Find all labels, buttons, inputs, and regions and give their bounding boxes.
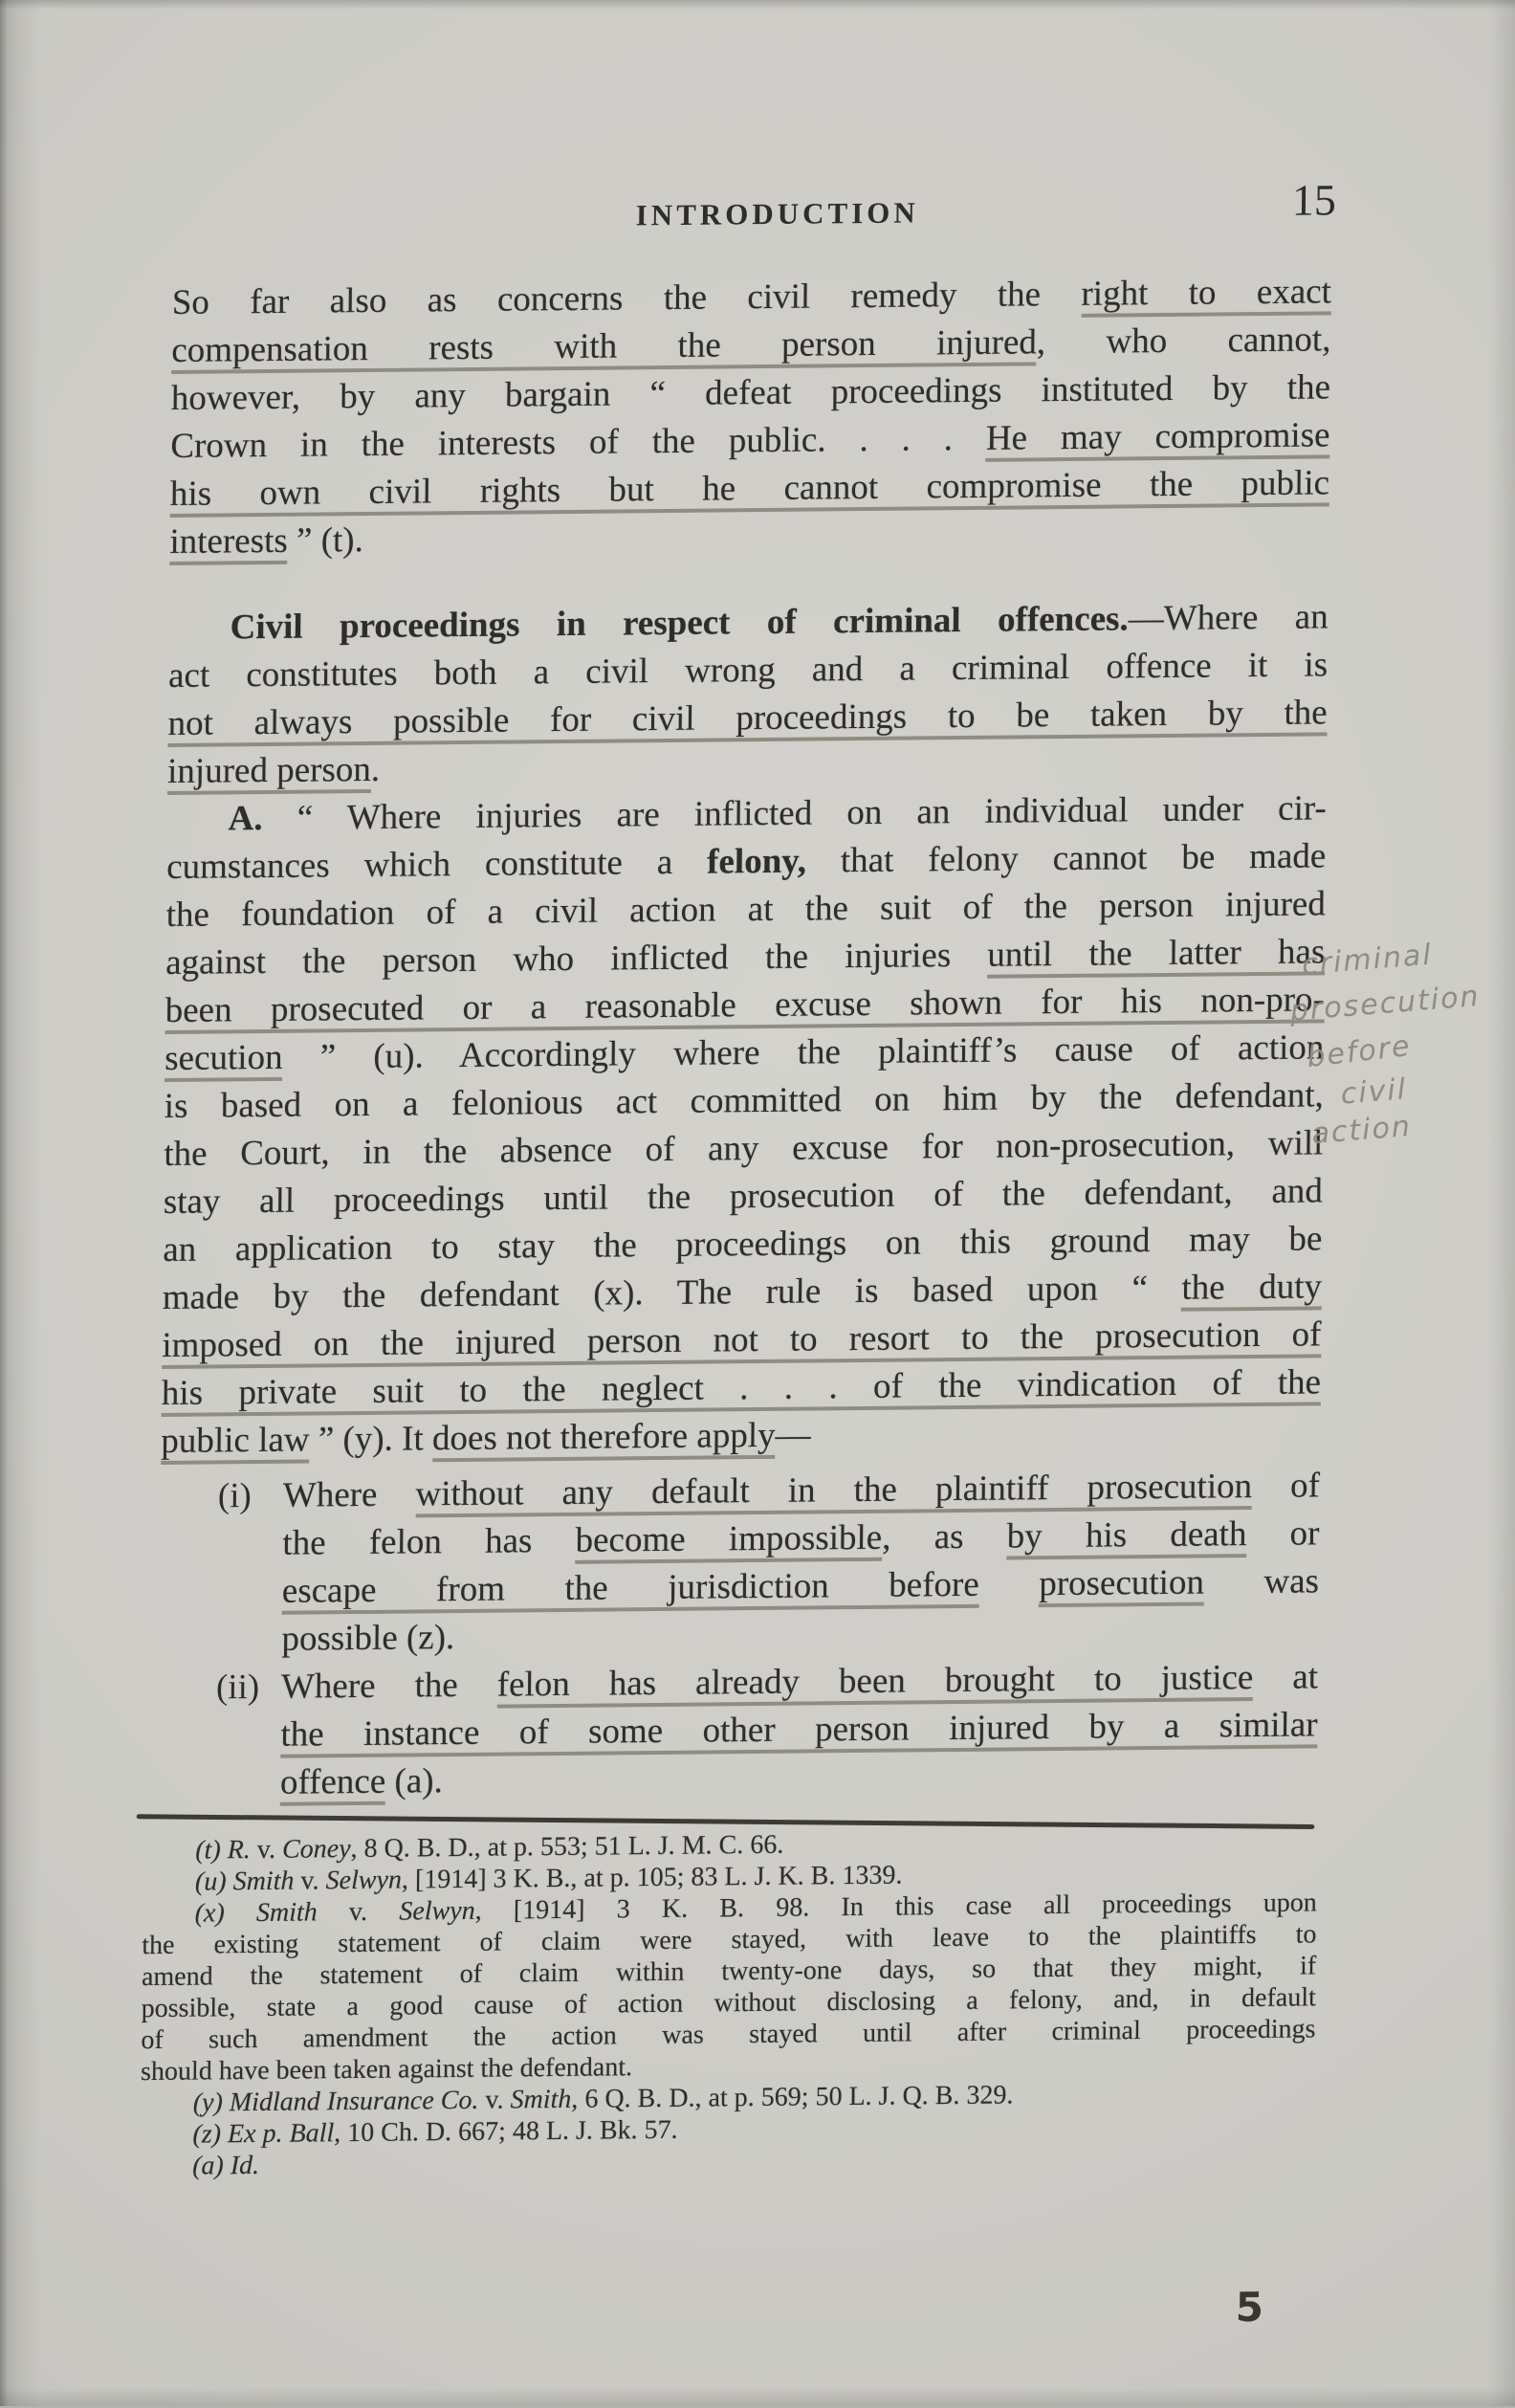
list-marker: (ii) — [215, 1667, 260, 1708]
text-segment: , 6 Q. B. D., at p. 569; 50 L. J. Q. B. 329. — [571, 2080, 1014, 2114]
text-line — [282, 1557, 1320, 1615]
margin-note-line: prosecution — [1288, 979, 1482, 1028]
running-header: INTRODUCTION — [635, 195, 919, 232]
text-segment: ” (u). Accordingly where the plaintiff’s cause of action — [282, 1027, 1325, 1077]
text-segment: felony, — [706, 841, 807, 882]
list-marker: (i) — [217, 1476, 252, 1516]
pencil-underlined-phrase: become impossible — [575, 1518, 882, 1564]
paragraph-civil-proceedings-heading — [167, 593, 1328, 796]
text-segment: (x) — [194, 1897, 257, 1929]
margin-note-line: before — [1305, 1028, 1413, 1075]
text-segment: Smith — [510, 2084, 572, 2115]
text-segment: , [1914] 3 K. B. 98. In this case all proceedings upon — [474, 1888, 1317, 1926]
text-segment: , 8 Q. B. D., at p. 553; 51 L. J. M. C. 66. — [350, 1829, 784, 1865]
text-segment: Where — [282, 1474, 416, 1515]
pencil-underlined-phrase: not always possible for civil proceedings to be taken by the — [167, 693, 1328, 747]
text-segment: Selwyn — [325, 1865, 403, 1896]
text-segment: v. — [478, 2085, 511, 2115]
pencil-underlined-phrase: his own civil rights but he cannot compromise the public — [170, 463, 1330, 518]
text-segment: act constitutes both a civil wrong and a criminal offence it is — [167, 645, 1328, 696]
pencil-underlined-phrase: his private suit to the neglect . . . of the vindication of the — [162, 1362, 1322, 1417]
text-segment: is based on a felonious act committed on him by the defendant, — [164, 1075, 1325, 1126]
text-segment: Coney — [281, 1834, 351, 1865]
pencil-underlined-phrase: felon has already been brought to justice — [497, 1658, 1254, 1709]
text-segment — [979, 1564, 1040, 1604]
page-number-bottom: 5 — [1235, 2283, 1264, 2331]
text-segment: against the person who inflicted the injuries — [165, 935, 988, 983]
pencil-underlined-phrase: prosecution — [1039, 1563, 1204, 1608]
text-line — [280, 1701, 1318, 1758]
pencil-underlined-phrase: right to exact — [1081, 272, 1331, 318]
pencil-underlined-phrase: by his death — [1006, 1514, 1246, 1559]
page-number-top: 15 — [1291, 175, 1337, 225]
text-segment: . — [370, 749, 381, 789]
text-segment: Crown in the interests of the public. . . . — [170, 418, 987, 466]
margin-note-line: action — [1310, 1109, 1413, 1152]
text-segment: Selwyn — [399, 1895, 475, 1927]
text-segment: possible (z). — [281, 1618, 455, 1659]
margin-note-line: civil — [1339, 1072, 1409, 1112]
text-segment: , who cannot, — [1036, 320, 1331, 363]
pencil-underlined-phrase: does not therefore apply — [432, 1416, 776, 1462]
text-segment: that felony cannot be made — [805, 836, 1327, 881]
text-segment: v. — [294, 1866, 326, 1896]
text-line — [169, 507, 1329, 566]
pencil-underlined-phrase: compensation rests with the person injured — [171, 322, 1037, 374]
text-segment: (t) — [195, 1835, 228, 1866]
pencil-underlined-phrase: without any default in the plaintiff prosecution — [415, 1467, 1252, 1517]
text-segment: Smith — [232, 1866, 295, 1897]
text-segment: (z) — [192, 2119, 229, 2150]
pencil-underlined-phrase: offence — [280, 1762, 386, 1806]
pencil-underlined-phrase: until the latter has — [987, 932, 1325, 978]
text-line — [161, 1406, 1321, 1466]
text-segment: , as — [882, 1516, 1007, 1557]
text-segment: of — [1251, 1466, 1321, 1507]
pencil-underlined-phrase: the instance of some other person injured by a similar — [280, 1705, 1318, 1757]
margin-note-line: criminal — [1301, 938, 1434, 983]
text-segment: amend the statement of claim within twenty-one days, so that they might, if — [141, 1951, 1317, 1993]
text-segment: was — [1203, 1561, 1320, 1602]
text-segment: of such amendment the action was stayed until after criminal proceedings — [141, 2014, 1316, 2056]
body-text — [158, 268, 1331, 1808]
text-segment: however, by any bargain “ defeat proceedings instituted by the — [170, 367, 1331, 418]
pencil-underlined-phrase: interests — [169, 521, 288, 565]
text-segment: So far also as concerns the civil remedy the — [171, 274, 1082, 322]
pencil-underlined-phrase: the duty — [1181, 1267, 1322, 1311]
text-segment: (y) — [192, 2088, 231, 2118]
text-segment: v. — [250, 1834, 283, 1866]
text-segment: the foundation of a civil action at the suit of the person injured — [165, 884, 1327, 935]
text-segment: the existing statement of claim were stayed, with leave to the plaintiffs to — [142, 1919, 1317, 1961]
text-segment: Midland Insurance Co. — [229, 2085, 479, 2118]
text-segment: or — [1246, 1513, 1320, 1555]
text-segment: Id. — [230, 2150, 260, 2181]
text-segment: Civil proceedings in respect of criminal offences. — [230, 599, 1129, 648]
text-segment: A. — [228, 799, 263, 839]
pencil-underlined-phrase: He may compromise — [986, 415, 1330, 461]
text-segment: ” (y). It — [309, 1419, 433, 1460]
text-segment: (u) — [194, 1867, 233, 1897]
text-segment: (a) — [191, 2151, 231, 2181]
list-item-ii — [158, 1653, 1319, 1808]
pencil-underlined-phrase: escape from the jurisdiction before — [282, 1565, 979, 1615]
text-segment: —Where an — [1128, 597, 1328, 639]
text-segment: R. — [227, 1835, 252, 1866]
text-segment: ” (t). — [287, 520, 364, 561]
text-segment: cumstances which constitute a — [165, 842, 708, 887]
text-segment: “ Where injuries are inflicted on an individual under cir- — [262, 788, 1327, 839]
pencil-underlined-phrase: public law — [161, 1421, 310, 1465]
text-segment: stay all proceedings until the prosecution of the defendant, and — [163, 1171, 1324, 1222]
paragraph-civil-remedy — [169, 268, 1331, 566]
text-segment: Smith — [255, 1897, 318, 1928]
pencil-underlined-phrase: been prosecuted or a reasonable excuse shown for his non-pro- — [165, 980, 1326, 1034]
pencil-underlined-phrase: secution — [165, 1038, 283, 1082]
list-item-i — [159, 1462, 1320, 1665]
text-segment: should have been taken against the defendant. — [140, 2052, 633, 2088]
pencil-underlined-phrase: injured person — [167, 750, 371, 795]
footnotes — [140, 1823, 1318, 2182]
text-segment: , 10 Ch. D. 667; 48 L. J. Bk. 57. — [334, 2114, 678, 2149]
text-line — [280, 1749, 1318, 1806]
text-segment: — — [775, 1415, 811, 1455]
text-segment: Ex p. Ball — [227, 2118, 335, 2150]
text-segment: at — [1253, 1657, 1319, 1698]
text-segment: v. — [317, 1896, 400, 1928]
paragraph-a-felony-rule — [161, 784, 1327, 1466]
text-segment: possible, state a good cause of action without disclosing a felony, and, in default — [141, 1982, 1316, 2024]
pencil-underlined-phrase: imposed on the injured person not to resort to the prosecution of — [162, 1314, 1322, 1369]
text-segment: Where the — [280, 1665, 497, 1707]
text-segment: the Court, in the absence of any excuse for non-prosecution, will — [164, 1123, 1324, 1174]
text-segment: , [1914] 3 K. B., at p. 105; 83 L. J. K. B. 1339. — [401, 1860, 903, 1895]
text-segment: made by the defendant (x). The rule is based upon “ — [162, 1268, 1182, 1317]
text-segment: (a). — [385, 1761, 444, 1801]
text-segment: an application to stay the proceedings on this ground may be — [163, 1219, 1323, 1270]
text-segment: the felon has — [282, 1520, 576, 1563]
